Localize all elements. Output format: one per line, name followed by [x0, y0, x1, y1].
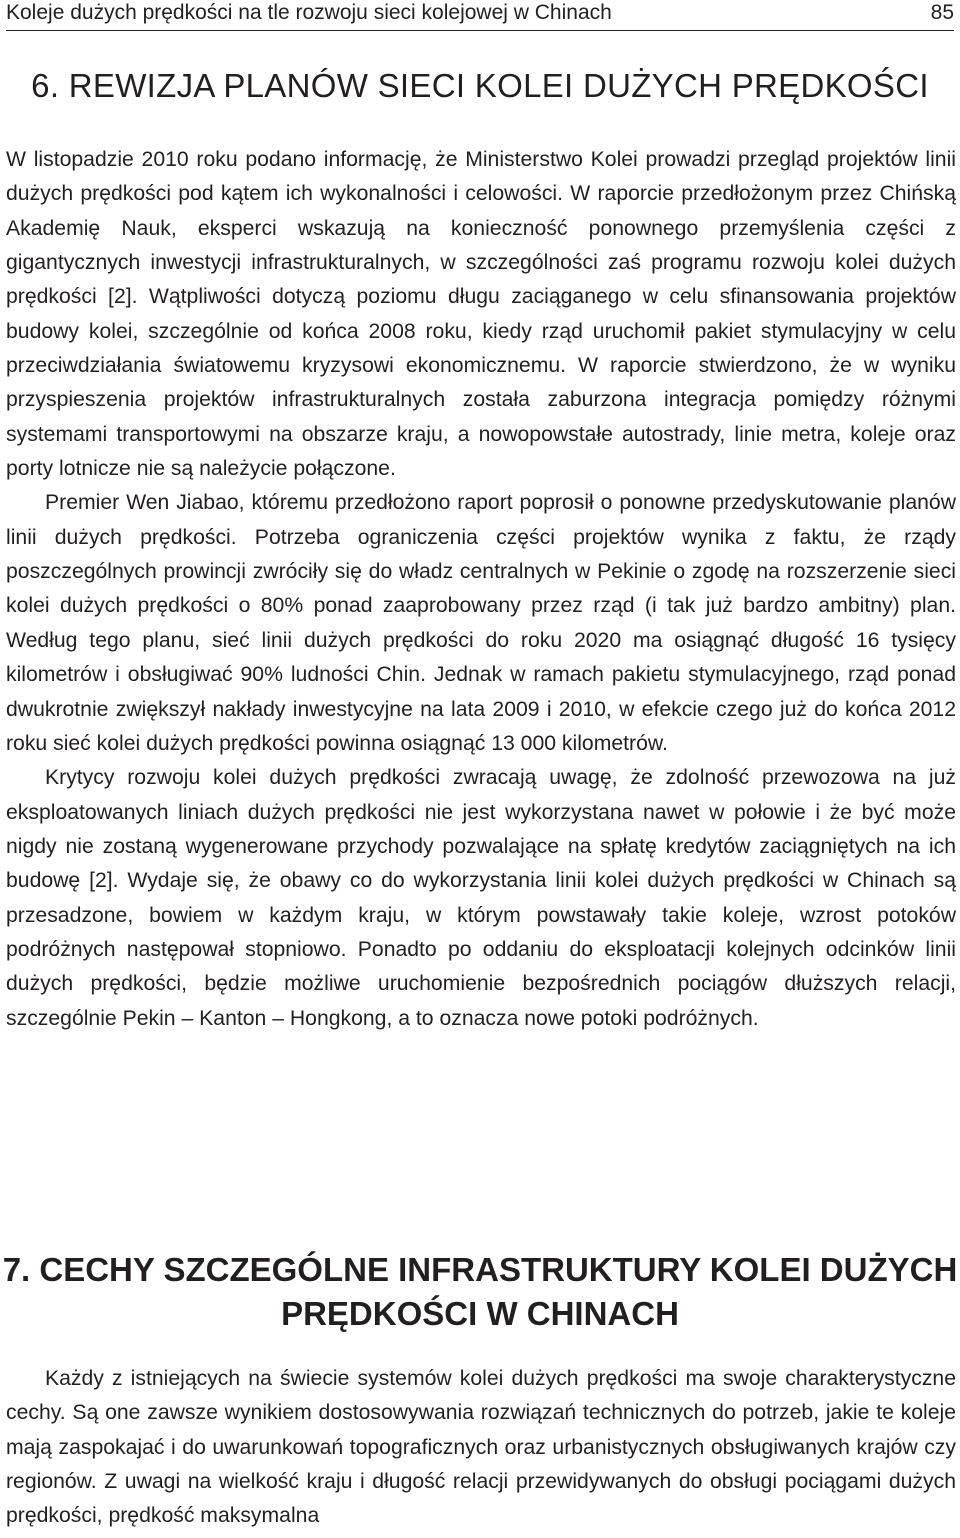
section-6-body	[6, 143, 956, 1036]
section-6-paragraph: Krytycy rozwoju kolei dużych prędkości zwracają uwagę, że zdolność przewozowa na już eksploatowanych liniach dużych prędkości nie jest wykorzystana nawet w połowie i że być może nigdy nie zostaną wygenerowane przychody pozwalające na spłatę kredytów zaciągniętych na ich budowę [2]. Wydaje się, że obawy co do wykorzystania linii kolei dużych prędkości w Chinach są przesadzone, bowiem w każdym kraju, w którym powstawały takie koleje, wzrost potoków podróżnych następował stopniowo. Ponadto po oddaniu do eksploatacji kolejnych odcinków linii dużych prędkości, będzie możliwe uruchomienie bezpośrednich pociągów dłuższych relacji, szczególnie Pekin – Kanton – Hongkong, a to oznacza nowe potoki podróżnych.	[6, 766, 956, 1030]
running-header	[6, 0, 954, 31]
section-7-paragraph: Każdy z istniejących na świecie systemów kolei dużych prędkości ma swoje charakterystyczne cechy. Są one zawsze wynikiem dostosowywania rozwiązań technicznych do potrzeb, jakie te koleje mają zaspokajać i do uwarunkowań topograficznych oraz urbanistycznych obsługiwanych krajów czy regionów. Z uwagi na wielkość kraju i długość relacji przewidywanych do obsługi pociągami dużych prędkości, prędkość maksymalna	[6, 1367, 956, 1528]
section-6-paragraph: W listopadzie 2010 roku podano informację, że Ministerstwo Kolei prowadzi przegląd projektów linii dużych prędkości pod kątem ich wykonalności i celowości. W raporcie przedłożonym przez Chińską Akademię Nauk, eksperci wskazują na konieczność ponownego przemyślenia części z gigantycznych inwestycji infrastrukturalnych, w szczególności zaś programu rozwoju kolei dużych prędkości [2]. Wątpliwości dotyczą poziomu długu zaciąganego w celu sfinansowania projektów budowy kolei, szczególnie od końca 2008 roku, kiedy rząd uruchomił pakiet stymulacyjny w celu przeciwdziałania światowemu kryzysowi ekonomicznemu. W raporcie stwierdzono, że w wyniku przyspieszenia projektów infrastrukturalnych została zaburzona integracja pomiędzy różnymi systemami transportowymi na obszarze kraju, a nowopowstałe autostrady, linie metra, koleje oraz porty lotnicze nie są należycie połączone.	[6, 148, 956, 481]
page-number: 85	[930, 1, 954, 24]
section-6-paragraph: Premier Wen Jiabao, któremu przedłożono raport poprosił o ponowne przedyskutowanie planów linii dużych prędkości. Potrzeba ograniczenia części projektów wynika z faktu, że rządy poszczególnych prowincji zwróciły się do władz centralnych w Pekinie o zgodę na rozszerzenie sieci kolei dużych prędkości o 80% ponad zaaprobowany przez rząd (i tak już bardzo ambitny) plan. Według tego planu, sieć linii dużych prędkości do roku 2020 ma osiągnąć długość 16 tysięcy kilometrów i obsługiwać 90% ludności Chin. Jednak w ramach pakietu stymulacyjnego, rząd ponad dwukrotnie zwiększył nakłady inwestycyjne na lata 2009 i 2010, w efekcie czego już do końca 2012 roku sieć kolei dużych prędkości powinna osiągnąć 13 000 kilometrów.	[6, 491, 956, 755]
section-6-heading: 6. REWIZJA PLANÓW SIECI KOLEI DUŻYCH PRĘDKOŚCI	[31, 67, 929, 104]
section-7-heading: 7. CECHY SZCZEGÓLNE INFRASTRUKTURY KOLEI DUŻYCH PRĘDKOŚCI W CHINACH	[2, 1251, 958, 1332]
section-7-body	[6, 1362, 956, 1534]
running-header-title: Koleje dużych prędkości na tle rozwoju sieci kolejowej w Chinach	[6, 1, 612, 24]
